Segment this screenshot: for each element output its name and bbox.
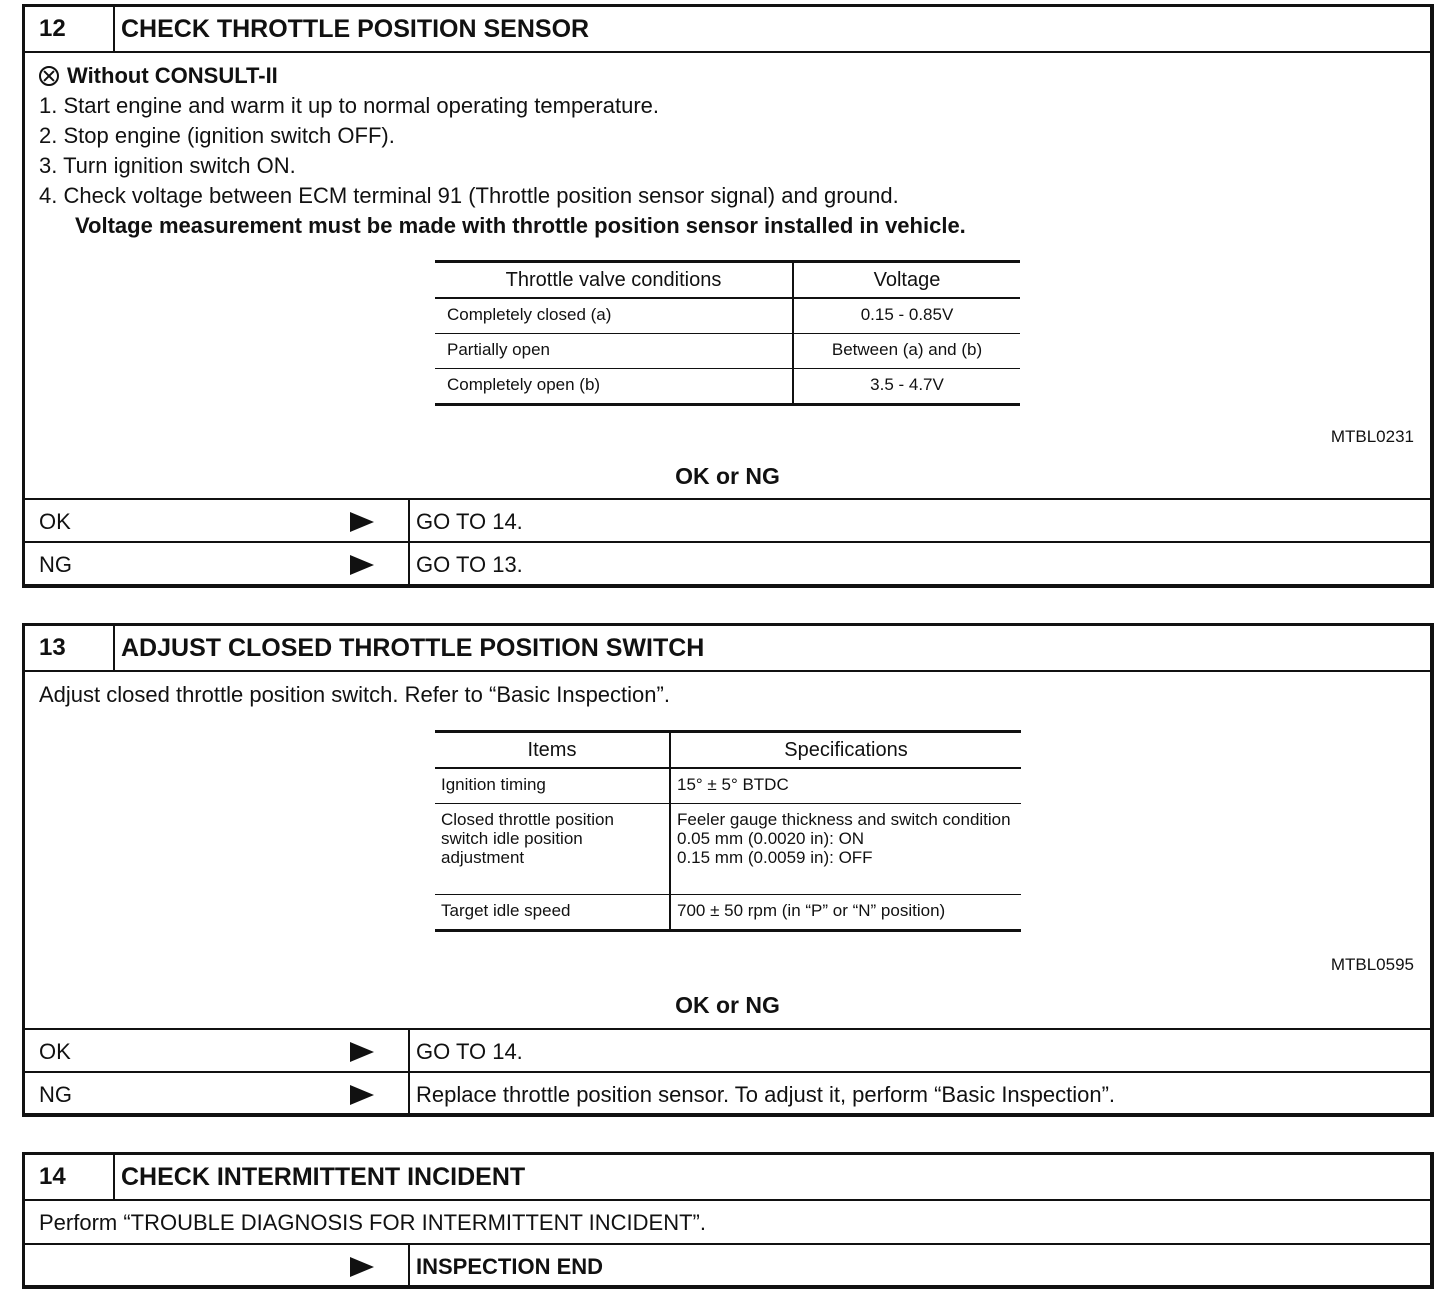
spec-line: 0.15 mm (0.0059 in): OFF	[677, 848, 873, 867]
arrow-right-icon	[350, 1257, 374, 1277]
result-row-ng	[25, 543, 1430, 586]
specifications-table	[435, 730, 1021, 932]
item-cell: Target idle speed	[441, 901, 571, 920]
table-header: Throttle valve conditions	[435, 262, 793, 299]
result-row-ng	[25, 1073, 1430, 1116]
voltage-table	[435, 260, 1020, 406]
ok-or-ng-label: OK or NG	[675, 463, 780, 489]
condition-cell: Completely closed (a)	[435, 298, 793, 334]
voltage-cell: 0.15 - 0.85V	[793, 298, 1020, 334]
voltage-cell: 3.5 - 4.7V	[793, 369, 1020, 405]
condition-cell: Completely open (b)	[447, 375, 601, 394]
table-header: Specifications	[670, 732, 1021, 769]
step-13-body	[25, 672, 1430, 1030]
result-label: NG	[39, 1082, 72, 1107]
table-row	[435, 768, 1021, 804]
step-number: 14	[25, 1155, 115, 1199]
arrow-right-icon	[350, 1085, 374, 1105]
figure-ref-code: MTBL0231	[1330, 427, 1414, 446]
instruction: Perform “TROUBLE DIAGNOSIS FOR INTERMITTENT INCIDENT”.	[39, 1210, 706, 1235]
step-14-block	[22, 1152, 1434, 1289]
figure-ref-code: MTBL0595	[1330, 955, 1414, 974]
table-header: Items	[435, 732, 670, 769]
result-row-end	[25, 1245, 1430, 1288]
table-row	[435, 298, 1020, 334]
result-label: OK	[39, 509, 71, 534]
result-label-cell	[25, 543, 410, 586]
result-label-cell	[25, 500, 410, 541]
ok-or-ng-label: OK or NG	[675, 992, 780, 1018]
no-consult-icon	[39, 66, 59, 86]
result-action: Replace throttle position sensor. To adjust it, perform “Basic Inspection”.	[416, 1082, 1116, 1107]
step-13-block	[22, 623, 1434, 1117]
step-title: ADJUST CLOSED THROTTLE POSITION SWITCH	[121, 634, 705, 662]
spec-line: Feeler gauge thickness and switch condition	[677, 810, 1011, 829]
item-cell: Ignition timing	[435, 768, 670, 804]
result-action: INSPECTION END	[416, 1254, 604, 1279]
table-row	[435, 334, 1020, 369]
result-row-ok	[25, 1030, 1430, 1073]
table-row	[435, 804, 1021, 895]
step-number: 12	[25, 7, 115, 51]
condition-cell: Partially open	[435, 334, 793, 369]
spec-cell	[670, 895, 1021, 931]
step-13-header	[25, 626, 1430, 672]
table-header: Voltage	[793, 262, 1020, 299]
arrow-right-icon	[350, 1042, 374, 1062]
subheading	[39, 63, 278, 89]
step-12-header	[25, 7, 1430, 53]
step-14-body	[25, 1201, 1430, 1245]
voltage-cell: Between (a) and (b)	[793, 334, 1020, 369]
result-label: NG	[39, 552, 72, 577]
instruction-step: 2. Stop engine (ignition switch OFF).	[39, 123, 395, 148]
spec-cell	[670, 768, 1021, 804]
step-title: CHECK INTERMITTENT INCIDENT	[121, 1163, 526, 1191]
instruction: Adjust closed throttle position switch. Refer to “Basic Inspection”.	[39, 682, 670, 707]
instruction-step: 1. Start engine and warm it up to normal operating temperature.	[39, 93, 660, 118]
instruction-step: 4. Check voltage between ECM terminal 91 (Throttle position sensor signal) and ground.	[39, 183, 899, 208]
step-title: CHECK THROTTLE POSITION SENSOR	[121, 15, 590, 43]
result-action: GO TO 14.	[416, 1039, 523, 1064]
step-12-block	[22, 4, 1434, 588]
step-14-header	[25, 1155, 1430, 1201]
spec-cell	[670, 804, 1021, 895]
table-row	[435, 895, 1021, 931]
item-cell: Closed throttle position switch idle position adjustment	[435, 804, 670, 895]
spec-line: 0.05 mm (0.0020 in): ON	[677, 829, 865, 848]
spec-line: 15° ± 5° BTDC	[677, 775, 789, 794]
note: Voltage measurement must be made with throttle position sensor installed in vehicle.	[75, 213, 966, 238]
subheading-text: Without CONSULT-II	[67, 63, 278, 88]
instruction-step: 3. Turn ignition switch ON.	[39, 153, 296, 178]
result-action: GO TO 14.	[416, 509, 523, 534]
result-label-cell	[25, 1073, 410, 1116]
arrow-right-icon	[350, 555, 374, 575]
step-12-body	[25, 53, 1430, 500]
result-label-cell	[25, 1245, 410, 1288]
result-label: OK	[39, 1039, 71, 1064]
arrow-right-icon	[350, 512, 374, 532]
result-action: GO TO 13.	[416, 552, 523, 577]
result-label-cell	[25, 1030, 410, 1071]
spec-line: 700 ± 50 rpm (in “P” or “N” position)	[677, 901, 946, 920]
step-number: 13	[25, 626, 115, 670]
result-row-ok	[25, 500, 1430, 543]
table-row	[435, 369, 1020, 405]
